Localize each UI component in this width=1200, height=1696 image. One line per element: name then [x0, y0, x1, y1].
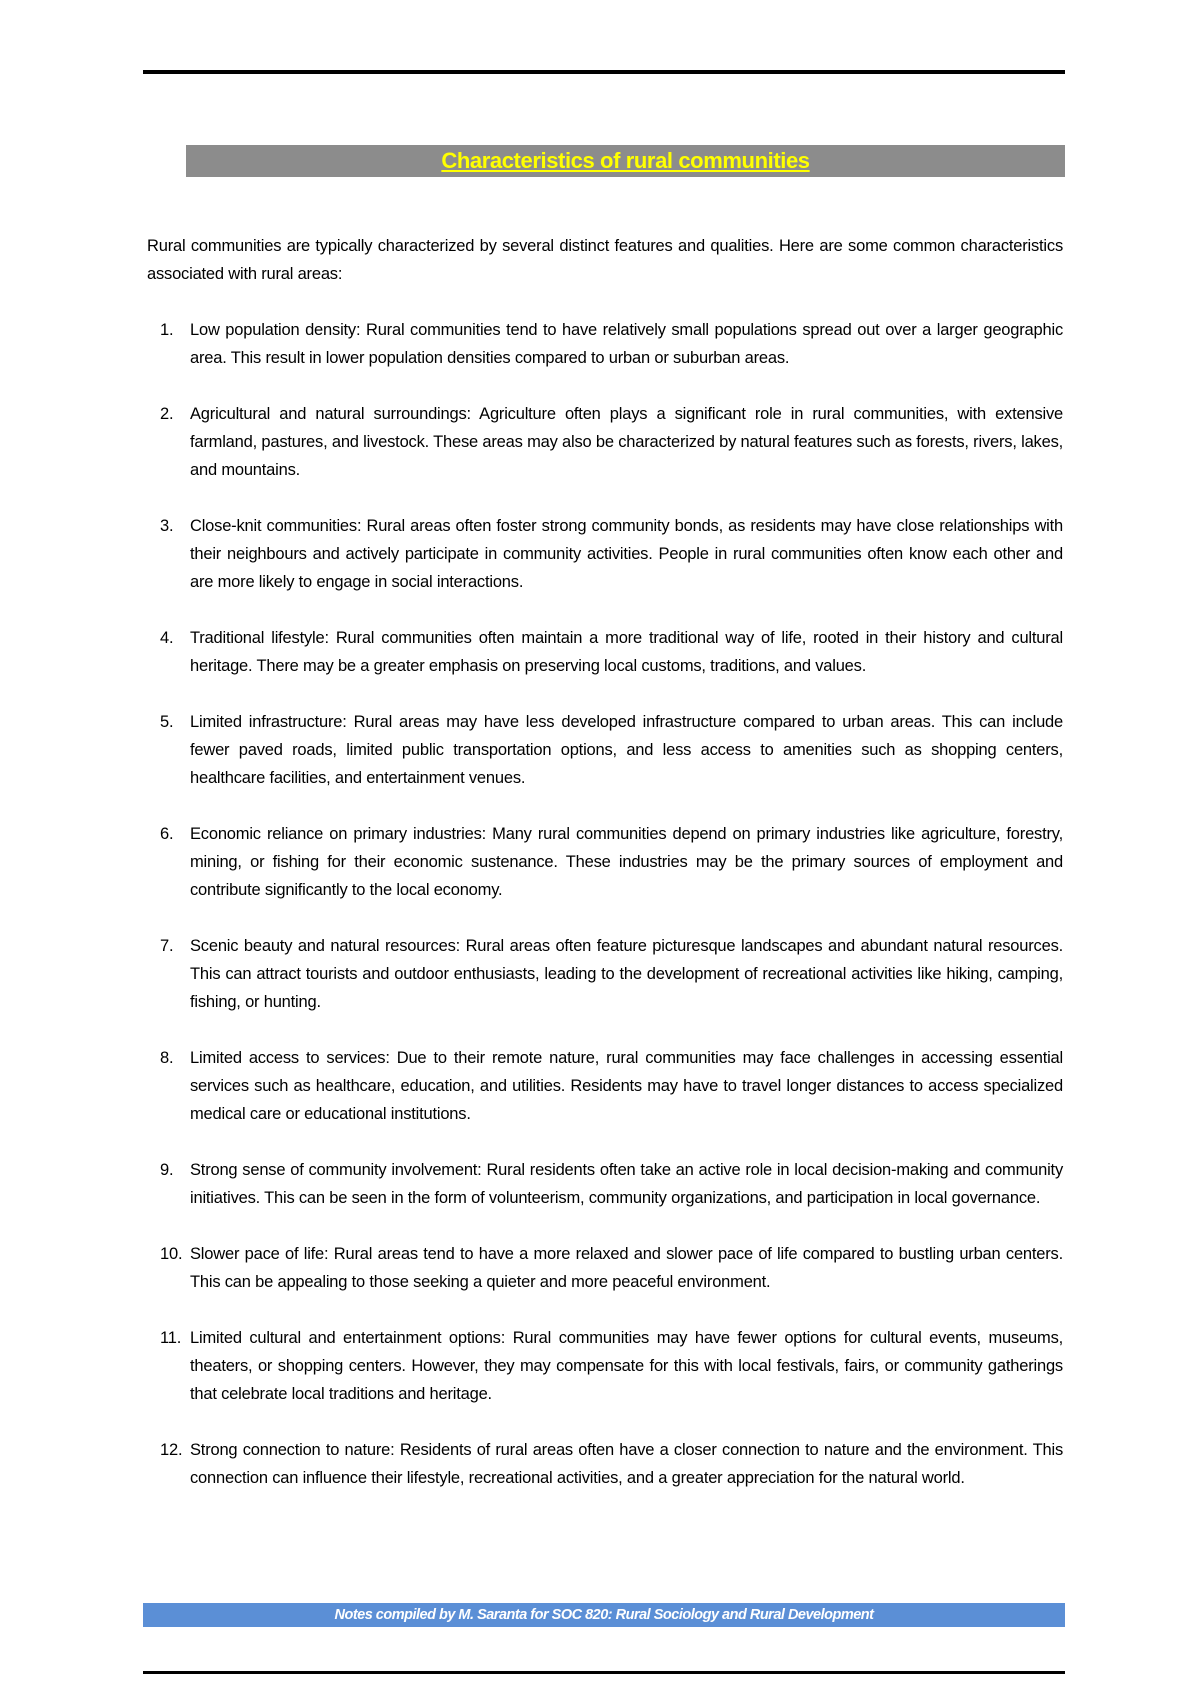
list-item-text: Low population density: Rural communities tend to have relatively small populations spread out over a larger geographic area. This result in lower population densities compared to urban or suburban areas.: [190, 321, 1063, 367]
list-item-text: Agricultural and natural surroundings: Agriculture often plays a significant role in rural communities, with extensive farmland, pastures, and livestock. These areas may also be characterized by natural features such as forests, rivers, lakes, and mountains.: [190, 405, 1063, 479]
list-item: [147, 512, 1063, 596]
list-item-text: Limited cultural and entertainment options: Rural communities may have fewer options for cultural events, museums, theaters, or shopping centers. However, they may compensate for this with local festivals, fairs, or community gatherings that celebrate local traditions and heritage.: [190, 1329, 1063, 1403]
list-item-number: 11.: [160, 1329, 182, 1347]
list-item-text: Close-knit communities: Rural areas often foster strong community bonds, as residents may have close relationships with their neighbours and actively participate in community activities. People in rural communities often know each other and are more likely to engage in social interactions.: [190, 517, 1063, 591]
list-item: [147, 624, 1063, 680]
document-body: [147, 232, 1063, 1520]
list-item: [147, 400, 1063, 484]
footer-note: Notes compiled by M. Saranta for SOC 820: Rural Sociology and Rural Development: [334, 1607, 874, 1623]
list-item-number: 7.: [160, 937, 174, 955]
list-item-text: Strong sense of community involvement: Rural residents often take an active role in local decision-making and community initiatives. This can be seen in the form of volunteerism, community organizations, and participation in local governance.: [190, 1161, 1063, 1207]
footer-banner: [143, 1603, 1065, 1627]
list-item-text: Traditional lifestyle: Rural communities often maintain a more traditional way of life, rooted in their history and cultural heritage. There may be a greater emphasis on preserving local customs, traditions, and values.: [190, 629, 1063, 675]
page-title: Characteristics of rural communities: [441, 148, 810, 173]
list-item: [147, 1436, 1063, 1492]
list-item-text: Economic reliance on primary industries: Many rural communities depend on primary industries like agriculture, forestry, mining, or fishing for their economic sustenance. These industries may be the primary sources of employment and contribute significantly to the local economy.: [190, 825, 1063, 899]
list-item: [147, 1156, 1063, 1212]
list-item-number: 9.: [160, 1161, 174, 1179]
list-item: [147, 1240, 1063, 1296]
list-item-number: 4.: [160, 629, 174, 647]
list-item-text: Slower pace of life: Rural areas tend to have a more relaxed and slower pace of life compared to bustling urban centers. This can be appealing to those seeking a quieter and more peaceful environment.: [190, 1245, 1063, 1291]
list-item: [147, 1324, 1063, 1408]
list-item-number: 2.: [160, 405, 174, 423]
list-item-text: Limited infrastructure: Rural areas may have less developed infrastructure compared to urban areas. This can include fewer paved roads, limited public transportation options, and less access to amenities such as shopping centers, healthcare facilities, and entertainment venues.: [190, 713, 1063, 787]
list-item-number: 6.: [160, 825, 174, 843]
list-item: [147, 932, 1063, 1016]
list-item-number: 8.: [160, 1049, 174, 1067]
characteristics-list: [147, 316, 1063, 1492]
list-item: [147, 708, 1063, 792]
list-item-text: Limited access to services: Due to their remote nature, rural communities may face challenges in accessing essential services such as healthcare, education, and utilities. Residents may have to travel longer distances to access specialized medical care or educational institutions.: [190, 1049, 1063, 1123]
list-item-number: 3.: [160, 517, 174, 535]
header-rule: [143, 70, 1065, 74]
list-item-number: 5.: [160, 713, 174, 731]
list-item-number: 1.: [160, 321, 174, 339]
list-item: [147, 1044, 1063, 1128]
title-banner: [186, 145, 1065, 177]
list-item-text: Scenic beauty and natural resources: Rural areas often feature picturesque landscapes and abundant natural resources. This can attract tourists and outdoor enthusiasts, leading to the development of recreational activities like hiking, camping, fishing, or hunting.: [190, 937, 1063, 1011]
list-item: [147, 820, 1063, 904]
footer-rule: [143, 1671, 1065, 1674]
list-item-text: Strong connection to nature: Residents of rural areas often have a closer connection to nature and the environment. This connection can influence their lifestyle, recreational activities, and a greater appreciation for the natural world.: [190, 1441, 1063, 1487]
intro-paragraph: Rural communities are typically characterized by several distinct features and qualities. Here are some common characteristics associated with rural areas:: [147, 237, 1063, 283]
list-item-number: 10.: [160, 1245, 183, 1263]
list-item: [147, 316, 1063, 372]
list-item-number: 12.: [160, 1441, 183, 1459]
